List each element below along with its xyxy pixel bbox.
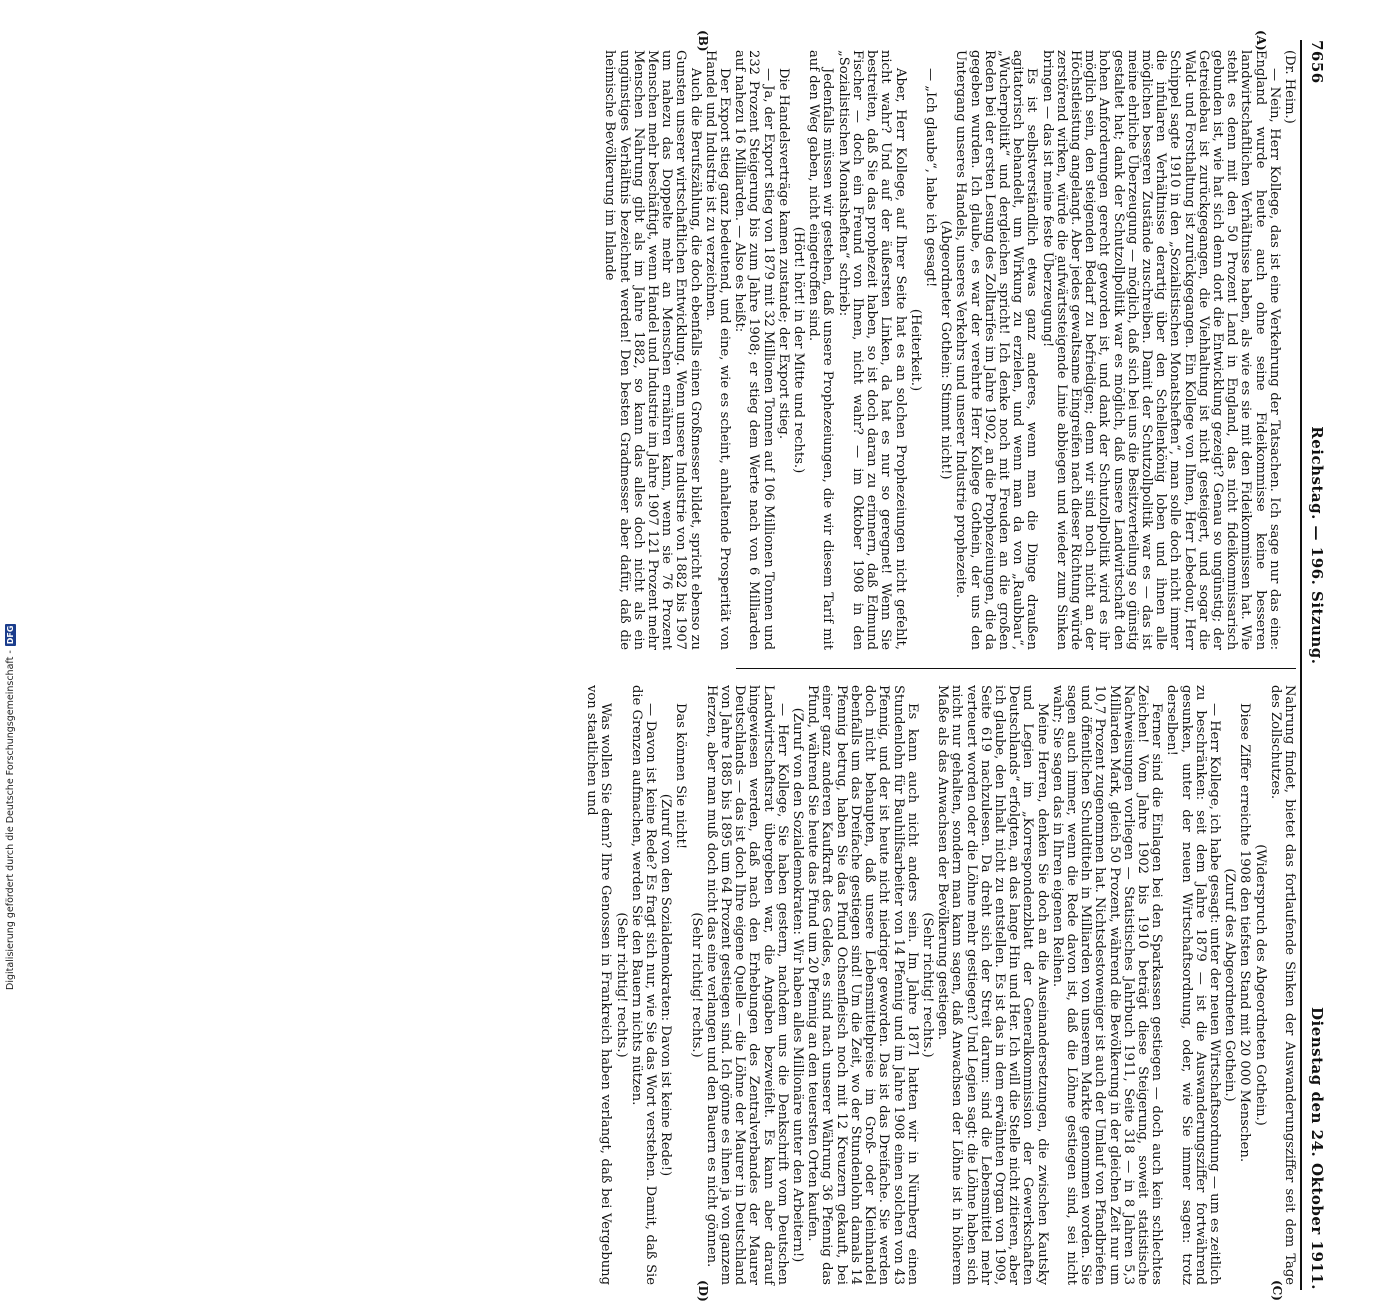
paragraph: — Ja, der Export stieg von 1879 mit 32 Millionen Tonnen auf 106 Millionen Tonnen und 232 Prozent Steigerung bis zum Jahre 1908; er stieg dem Werte nach von 6 Milliarden auf nahezu 16 Milliarden. — Also es heißt:	[732, 50, 776, 650]
interjection: (Heiterkeit.)	[907, 308, 923, 392]
quote-block: Jedenfalls müssen wir gestehen, daß unsere Prophezeiungen, die wir diesem Tarif mit auf den Weg gaben, nicht eingetroffen sind.	[806, 50, 836, 650]
paragraph: Meine Herren, denken Sie doch an die Auseinandersetzungen, die zwischen Kautsky und Legien im „Korrespondenzblatt der Generalkommission der Gewerkschaften Deutschlands“ erfolgten, an das lange Hin und Her. Ich will die Stelle nicht zitieren, aber ich glaube, den Inhalt nicht zu entstellen. Es ist das in dem erwähnten Organ von 1909, Seite 619 nachzulesen. Da dreht sich der Streit darum: sind die Lebensmittel mehr verteuert worden oder die Löhne mehr gestiegen? Und Legien sagt: die Löhne haben sich nicht nur gehalten, sondern man kann sagen, daß Anwachsen der Löhne ist in höherem Maße als das Anwachsen der Bevölkerung gestiegen.	[935, 685, 1050, 1285]
interjection: (Abgeordneter Gothein: Stimmt nicht!)	[938, 220, 954, 480]
paragraph: — Davon ist keine Rede? Es fragt sich nur, wie Sie das Wort verstehen. Damit, daß Sie die Grenzen aufmachen, werden Sie den Bauern nichts nützen.	[628, 685, 659, 1285]
rotated-page	[80, 30, 1330, 1302]
right-column	[396, 685, 1296, 1285]
interjection: (Widerspruch des Abgeordneten Gothein.)	[1252, 844, 1268, 1126]
paragraph: Auch die Berufszählung, die doch ebenfalls einen Großmesser bildet, spricht ebenso zu Gunsten unserer wirtschaftlichen Entwicklung. Wenn unsere Industrie von 1882 bis 1907 um nahezu das Doppelte mehr an Menschen ernähren kann, wenn sie 76 Prozent Menschen mehr beschäftigt, wenn Handel und Industrie im Jahre 1907 121 Prozent mehr Menschen Nahrung gibt als im Jahre 1882, so kann das alles doch nicht als ein ungünstiges Verhältnis bezeichnet werden! Den besten Gradmesser aber dafür, daß die heimische Bevölkerung im Inlande	[602, 50, 703, 650]
interjection: (Hört! hört! in der Mitte und rechts.)	[791, 226, 807, 474]
paragraph: Aber, Herr Kollege, auf Ihrer Seite hat es an solchen Prophezeiungen nicht gefehlt, nicht wahr? Und auf der äußersten Linken, da hat es nur so geregnet! Wenn Sie bestreiten, daß Sie das prophezeit haben, so ist doch daran zu erinnern, daß Edmund Fischer — doch ein Freund von Ihnen, nicht wahr? — im Oktober 1908 in den „Sozialistischen Monatsheften“ schrieb:	[835, 50, 908, 650]
page-header	[1304, 40, 1330, 1290]
margin-mark-a: (A)	[1254, 30, 1268, 51]
header-rule	[1300, 40, 1302, 1290]
header-title: Reichstag. — 196. Sitzung.	[1308, 426, 1326, 665]
margin-mark-b: (B)	[696, 30, 710, 52]
dfg-logo: DFG	[5, 625, 15, 645]
paragraph: Nahrung findet, bietet das fortlaufende Sinken der Auswanderungsziffer seit dem Tage des Zollschutzes.	[1267, 685, 1297, 1285]
quote-block: Die Handelsverträge kamen zustande; der Export stieg.	[775, 68, 791, 439]
page-number: 7656	[1308, 40, 1326, 84]
interjection: (Zuruf von den Sozialdemokraten: Davon ist keine Rede!)	[658, 793, 674, 1177]
digitization-credit	[2, 560, 18, 990]
paragraph: Diese Ziffer erreichte 1908 den tiefsten Stand mit 20 000 Menschen.	[1237, 703, 1253, 1162]
paragraph: Es kann auch nicht anders sein. Im Jahre 1871 hatten wir in Nürnberg einen Stundenlohn für Bauhilfsarbeiter von 14 Pfennig und im Jahre 1908 einen solchen von 43 Pfennig, und der ist heute nicht niedriger geworden. Das ist das Dreifache. Sie werden doch nicht behaupten, daß unsere Lebensmittelpreise im Groß- oder Kleinhandel ebenfalls um das Dreifache gestiegen sind! Um die Zeit, wo der Stundenlohn damals 14 Pfennig betrug, haben Sie das Pfund Ochsenfleisch noch mit 12 Kreuzern gekauft, bei einer ganz anderen Kaufkraft des Geldes, es sind nach unserer Währung 36 Pfennig das Pfund, während Sie heute das Pfund um 20 Pfennig an den teuersten Orten kaufen.	[805, 685, 920, 1285]
paragraph: — „Ich glaube“, habe ich gesagt!	[922, 68, 938, 288]
paragraph: Ferner sind die Einlagen bei den Sparkassen gestiegen — doch auch kein schlechtes Zeichen! Vom Jahre 1902 bis 1910 beträgt diese Steigerung, soweit statistische Nachweisungen vorliegen — Statistisches Jahrbuch 1911, Seite 318 — in 8 Jahren 5,3 Milliarden Mark, gleich 50 Prozent, während die Bevölkerung in der gleichen Zeit nur um 10,7 Prozent zugenommen hat. Nichtsdestoweniger ist auch der Umlauf von Pfandbriefen und öffentlichen Schuldtiteln in Milliarden von unserem Markte genommen worden. Sie sagen auch immer, wenn die Rede davon ist, daß die Löhne gestiegen sind, sei nicht wahr; Sie sagen das in Ihren eigenen Reihen.	[1049, 685, 1165, 1285]
quote-block: Der Export stieg ganz bedeutend, und eine, wie es scheint, anhaltende Prosperität von Handel und Industrie ist zu verzeichnen.	[702, 50, 733, 650]
margin-mark-d: (D)	[696, 1280, 710, 1302]
speaker-label: (Dr. Heim.)	[1282, 50, 1297, 124]
paragraph: — Nein, Herr Kollege, das ist eine Verkehrung der Tatsachen. Ich sage nur das eine: England wurde heute auch ohne seine Fideikommisse keine besseren landwirtschaftlichen Verhältnisse haben, als wie es sie mit den Fideikommissen hat. Wie steht es denn mit den 50 Prozent Land in England, das nicht fideikommissarisch gebunden ist, wie hat sich denn dort die Entwicklung gezeigt? Genau so ungünstig; der Getreidebau ist zurückgegangen, die Viehhaltung ist nicht gesteigert, und sogar die Wald- und Forsthaltung ist zurückgegangen. Ein Kollege von Ihnen, Herr Lebedour, Herr Schippel sagte 1910 in den „Sozialistischen Monatsheften“, man solle doch nicht immer die infularen Verhältnisse derartig über den Schellenkönig loben und ihnen alle möglichen besseren Zustände zuschreiben. Damit der Schutzollpolitik war es — das ist meine ehrliche Überzeugung — möglich, daß sich bei uns die Besitzverteilung so günstig gestaltet hat; dank der Schutzollpolitik war es möglich, daß unsere Landwirtschaft den hohen Anforderungen gerecht geworden ist, und dank der Schutzollpolitik wird es ihr möglich sein, den steigenden Bedarf zu befriedigen; denn wir sind noch nicht an der Höchstleistung angelangt. Aber jedes gewaltsame Eingreifen nach dieser Richtung würde zerstörend wirken, würde die aufwärtssteigende Linie abbiegen und wieder zum Sinken bringen — das ist meine feste Überzeugung!	[1039, 50, 1282, 650]
paragraph: Das können Sie nicht!	[673, 703, 689, 850]
paragraph: Was wollen Sie denn? Ihre Genossen in Frankreich haben verlangt, daß bei Vergebung von staatlichen und	[584, 685, 614, 1285]
interjection: (Zuruf von den Sozialdemokraten: Wir haben alles Millionäre unter den Arbeitern!)	[790, 707, 806, 1263]
margin-mark-c: (C)	[1270, 1280, 1284, 1301]
interjection: (Zuruf des Abgeordneten Gothein.)	[1222, 868, 1238, 1102]
interjection: (Sehr richtig! rechts.)	[688, 912, 704, 1058]
interjection: (Sehr richtig! rechts.)	[919, 912, 935, 1058]
header-date: Dienstag den 24. Oktober 1911.	[1308, 1007, 1326, 1290]
interjection: (Sehr richtig! rechts.)	[613, 912, 629, 1058]
paragraph: — Herr Kollege, ich habe gesagt: unter der neuen Wirtschaftsordnung — um es zeitlich zu beschränken: seit dem Jahre 1879 — ist die Auswanderungsziffer fortwährend gesunken, unter der neuen Wirtschaftsordnung, oder, wie Sie immer sagen: trotz derselben!	[1164, 685, 1222, 1285]
left-column	[396, 50, 1296, 650]
column-divider	[736, 668, 1296, 669]
paragraph: — Herr Kollege, Sie haben gestern, nachdem uns die Denkschrift vom Deutschen Landwirtschaftsrat übergeben war, die Angaben bezweifelt. Es kann aber darauf hingewiesen werden, daß nach den Erhebungen des Zentralverbandes der Maurer Deutschlands — das ist doch Ihre eigene Quelle — die Löhne der Maurer in Deutschland von Jahre 1885 bis 1895 um 64 Prozent gestiegen sind. Ich gönne es ihnen ja von ganzem Herzen, aber man muß doch nicht das eine verlangen und den Bauern es nicht gönnen.	[703, 685, 790, 1285]
paragraph: Es ist selbstverständlich etwas ganz anderes, wenn man die Dinge draußen agitatorisch behandelt, um Wirkung zu erzielen, und wenn man da von „Raubbau“, „Wucherpolitik“ und dergleichen spricht! Ich denke noch mit Freuden an die großen Reden bei der ersten Lesung des Zolltarifes im Jahre 1902, an die Prophezeiungen, die da gegeben wurden. Ich glaube, es war der verehrte Herr Kollege Gothein, der uns den Untergang unseres Handels, unseres Verkehrs und unserer Industrie prophezeite.	[953, 50, 1040, 650]
credit-text: Digitalisierung gefördert durch die Deutsche Forschungsgemeinschaft -	[4, 650, 16, 990]
